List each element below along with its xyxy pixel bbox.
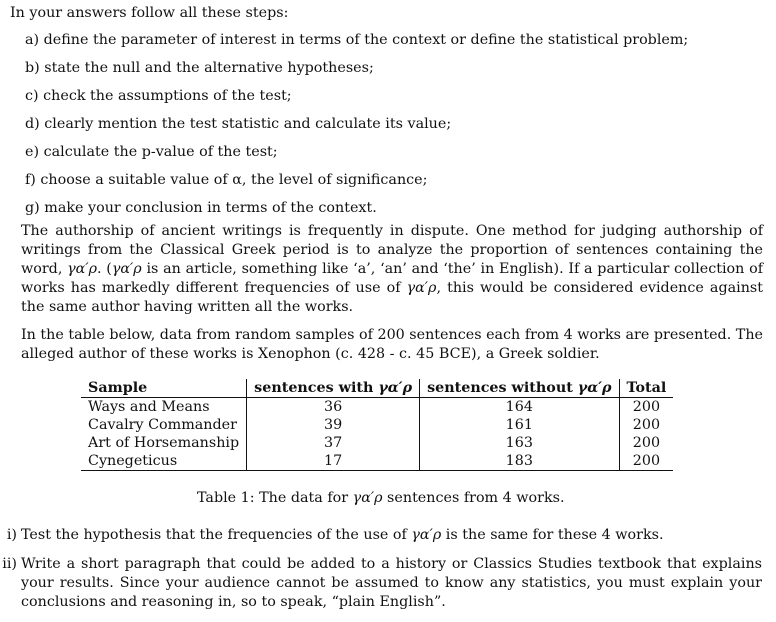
table-row	[81, 452, 673, 471]
step-text: make your conclusion in terms of the context.	[44, 200, 377, 216]
header-sample: Sample	[81, 379, 247, 398]
step-text: clearly mention the test statistic and calculate its value;	[44, 116, 452, 132]
table-row	[81, 416, 673, 434]
cell-total: 200	[619, 452, 673, 471]
cell-without: 161	[420, 416, 619, 434]
step-item	[25, 31, 688, 59]
question-item	[0, 526, 762, 545]
question-text: Test the hypothesis that the frequencies of the use of	[21, 527, 412, 543]
header-without-text: sentences without	[427, 380, 578, 396]
step-item	[25, 171, 688, 199]
step-text: check the assumptions of the test;	[43, 88, 292, 104]
greek-word: γα′ρ	[352, 490, 383, 506]
step-text: state the null and the alternative hypotheses;	[44, 60, 374, 76]
cell-with: 37	[247, 434, 420, 452]
cell-without: 164	[420, 398, 619, 417]
cell-total: 200	[619, 398, 673, 417]
steps-list	[25, 31, 688, 227]
step-label: d)	[25, 116, 40, 132]
header-with-text: sentences with	[254, 380, 379, 396]
paragraph-text: is an article, something like ‘a’, ‘an’ and ‘the’ in English). If a particular collection of works has markedly different frequencies of use of	[21, 261, 764, 296]
table-row	[81, 398, 673, 417]
paragraph-text: . (	[96, 261, 112, 277]
cell-sample: Ways and Means	[88, 399, 210, 415]
caption-text: sentences from 4 works.	[382, 490, 565, 506]
paragraph-text: The authorship of ancient writings is frequently in dispute. One method for judging authorship of writings from the Classical Greek period is to analyze the proportion of sentences containing the word,	[21, 223, 763, 277]
step-item	[25, 59, 688, 87]
paragraph-text: , this would be considered evidence against the same author having written all the works.	[21, 280, 763, 315]
cell-with: 36	[247, 398, 420, 417]
question-label: i)	[6, 527, 17, 543]
question-text: Write a short paragraph that could be added to a history or Classics Studies textbook that explains your results. Since your audience cannot be assumed to know any statistics, you must explain your conclusions and reasoning in, so to speak, “plain English”.	[21, 556, 762, 610]
greek-word: γα′ρ	[67, 261, 97, 277]
greek-word: γα′ρ	[378, 380, 413, 396]
question-item	[0, 555, 762, 612]
step-label: f)	[25, 172, 36, 188]
table-intro-paragraph: In the table below, data from random samples of 200 sentences each from 4 works are presented. The alleged author of these works is Xenophon (c. 428 - c. 45 BCE), a Greek soldier.	[21, 327, 763, 362]
table-header-row	[81, 379, 673, 398]
step-text: define the parameter of interest in terms of the context or define the statistical problem;	[43, 32, 689, 48]
header-with	[247, 379, 420, 398]
header-total: Total	[619, 379, 673, 398]
cell-without: 183	[420, 452, 619, 471]
questions-list	[0, 526, 762, 622]
table-row	[81, 434, 673, 452]
header-without	[420, 379, 619, 398]
step-text: choose a suitable value of α, the level of significance;	[40, 172, 428, 188]
step-label: e)	[25, 144, 40, 160]
cell-without: 163	[420, 434, 619, 452]
step-item	[25, 115, 688, 143]
cell-with: 39	[247, 416, 420, 434]
cell-sample: Art of Horsemanship	[88, 435, 240, 451]
cell-sample: Cynegeticus	[81, 452, 247, 471]
step-item	[25, 87, 688, 115]
step-text: calculate the p-value of the test;	[43, 144, 278, 160]
question-label: ii)	[2, 556, 17, 572]
greek-word: γα′ρ	[111, 261, 142, 277]
instructions-intro: In your answers follow all these steps:	[10, 5, 289, 21]
greek-word: γα′ρ	[411, 527, 442, 543]
greek-word: γα′ρ	[406, 280, 437, 296]
context-paragraph	[21, 222, 763, 317]
step-label: b)	[25, 60, 40, 76]
step-item	[25, 143, 688, 171]
greek-word: γα′ρ	[577, 380, 612, 396]
table-caption	[197, 489, 565, 508]
caption-text: Table 1: The data for	[197, 490, 353, 506]
step-label: c)	[25, 88, 39, 104]
cell-with: 17	[247, 452, 420, 471]
step-label: a)	[25, 32, 40, 48]
cell-total: 200	[619, 416, 673, 434]
cell-total: 200	[619, 434, 673, 452]
step-label: g)	[25, 200, 40, 216]
cell-sample: Cavalry Commander	[88, 417, 237, 433]
question-text: is the same for these 4 works.	[441, 527, 664, 543]
data-table	[81, 379, 673, 471]
